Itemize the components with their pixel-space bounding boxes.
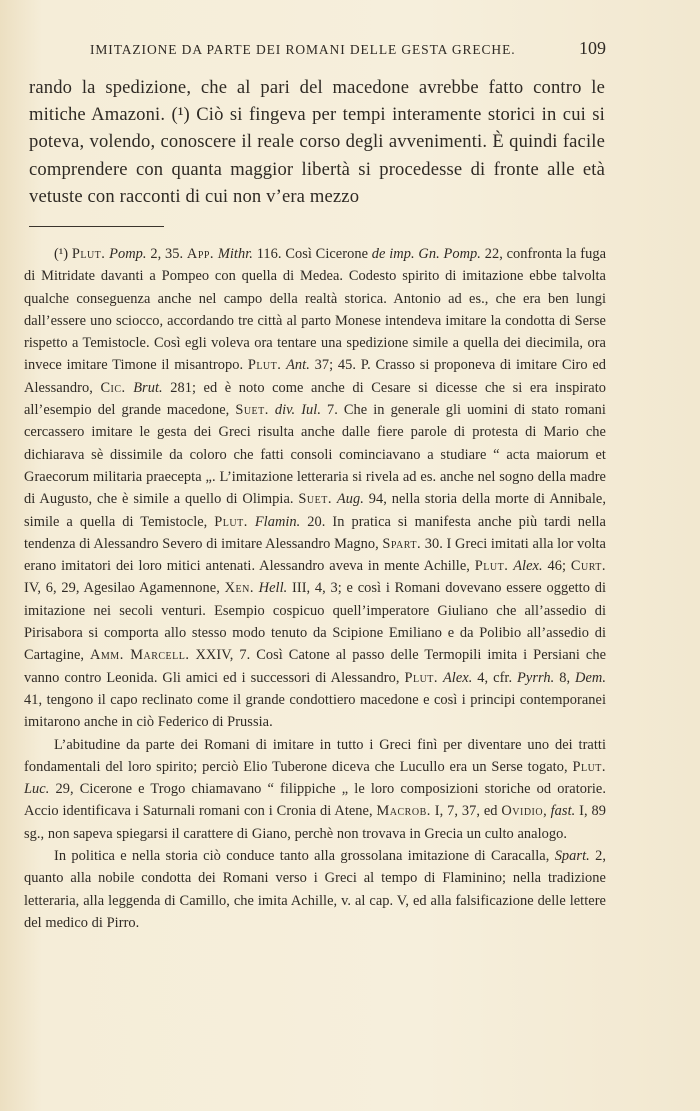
- work-title: fast.: [550, 803, 576, 820]
- page-header: [90, 38, 606, 59]
- author-abbrev: Xen.: [224, 580, 254, 597]
- text-segment: 29, Cicerone e Trogo chiamavano “ filippiche „ le loro composizioni storiche od oratorie. Accio identificava i Saturnali romani con i Cronia di Atene,: [24, 781, 606, 820]
- text-segment: 22, confronta la fuga di Mitridate davanti a Pompeo con quella di Medea. Codesto spirito di imitazione ebbe talvolta qualche conseguenza anche nel campo della realtà storica. Antonio ad es., che era ben lungi dall’essere uno sciocco, accordando tre città al parto Monese intendeva imitare la condotta di Serse rispetto a Temistocle. Così egli voleva ora tentare una spedizione simile a quella dei diecimila, ora invece imitare Timone il misantropo.: [24, 246, 607, 374]
- author-abbrev: Plut.: [474, 558, 509, 575]
- running-title: IMITAZIONE DA PARTE DEI ROMANI DELLE GESTA GRECHE.: [90, 42, 516, 57]
- work-title: Pomp.: [109, 246, 147, 262]
- author-abbrev: Curt.: [570, 558, 606, 575]
- work-title: div. Iul.: [274, 402, 321, 419]
- text-segment: 8,: [554, 669, 576, 686]
- author-abbrev: Plut.: [247, 357, 282, 374]
- author-abbrev: Spart.: [382, 535, 422, 552]
- work-title: Pyrrh.: [517, 669, 555, 686]
- work-title: Mithr.: [217, 246, 253, 262]
- footnote-separator: [29, 226, 164, 227]
- author-abbrev: Cic.: [100, 379, 126, 396]
- author-abbrev: Suet.: [235, 402, 269, 419]
- footnote-paragraph: [24, 845, 606, 934]
- author-abbrev: Plut.: [71, 246, 106, 262]
- footnote-marker: (¹): [54, 246, 72, 262]
- main-text-part: Ciò si fingeva per tempi interamente storici in cui si poteva, volendo, conoscere il reale corso degli avvenimenti. È quindi facile comprendere con quanta maggior libertà si procedesse di fronte alle età vetuste con racconti di cui non v’era mezzo: [29, 104, 606, 207]
- work-title: Alex.: [442, 669, 473, 686]
- text-segment: XXIV, 7. Così Catone al passo delle Termopili imita i Persiani che vanno contro Leonida. Gli amici ed i successori di Alessandro,: [24, 647, 607, 686]
- page-number: 109: [579, 38, 606, 58]
- text-segment: L’abitudine da parte dei Romani di imitare in tutto i Greci finì per diventare uno dei tratti fondamentali del loro spirito; perciò Elio Tuberone diceva che Lucullo era un Serse togato,: [24, 736, 606, 775]
- work-title: Dem.: [575, 669, 607, 686]
- text-segment: 2, 35.: [146, 246, 187, 262]
- text-segment: 41, tengono il capo reclinato come il grande condottiero macedone e così i principi contemporanei imitarono anche in ciò Federico di Prussia.: [24, 691, 606, 731]
- text-segment: 94, nella storia della morte di Annibale, simile a quella di Temistocle,: [24, 491, 606, 530]
- text-segment: I, 89 sg., non sapeva spiegarsi il carattere di Giano, perchè non trovava in Grecia un culto analogo.: [24, 803, 606, 842]
- work-title: Luc.: [24, 781, 50, 798]
- text-segment: 30. I Greci imitati alla lor volta erano imitatori dei loro mitici antenati. Alessandro aveva in mente Achille,: [24, 535, 606, 575]
- text-segment: III, 4, 3; e così i Romani dovevano essere oggetto di imitazione nei secoli venturi. Esempio cospicuo quell’imperatore Giuliano che all’assedio di Pirisabora si comporta allo stesso modo tenuto da Scipione Emiliano e da Polibio all’assedio di Cartagine,: [24, 580, 606, 664]
- text-segment: 4, cfr.: [472, 669, 518, 686]
- text-segment: [248, 514, 255, 530]
- text-segment: 116. Così Cicerone: [252, 246, 372, 262]
- text-segment: In politica e nella storia ciò conduce tanto alla grossolana imitazione di Caracalla,: [54, 848, 555, 865]
- text-segment: I, 7, 37, ed: [430, 803, 502, 820]
- author-abbrev: Suet.: [298, 491, 332, 508]
- footnote-paragraph: [24, 243, 606, 734]
- footnote-reference: (¹): [171, 104, 190, 126]
- main-text-part: rando la spedizione, che al pari del macedone avrebbe fatto contro le mitiche Amazoni.: [29, 77, 605, 126]
- author-abbrev: Macrob.: [376, 803, 431, 820]
- text-segment: 2, quanto alla nobile condotta dei Romani verso i Greci al tempo di Flaminino; nella tradizione letteraria, alla leggenda di Camillo, che imita Achille, v. al cap. V, ed alla falsificazione delle lettere del medico di Pirro.: [24, 848, 606, 931]
- author-abbrev: Plut.: [214, 513, 248, 530]
- author-abbrev: Plut.: [404, 669, 439, 686]
- author-abbrev: Ovidio: [501, 803, 544, 820]
- text-segment: 46;: [542, 558, 571, 575]
- text-segment: 281; ed è noto come anche di Cesare si dicesse che si era inspirato all’esempio del grande macedone,: [24, 379, 606, 419]
- work-title: Flamin.: [254, 513, 301, 530]
- author-abbrev: App.: [186, 246, 215, 262]
- text-segment: 20. In pratica si manifesta anche più tardi nella tendenza di Alessandro Severo di imitare Alessandro Magno,: [24, 513, 606, 552]
- author-abbrev: Amm. Marcell.: [90, 647, 190, 664]
- text-segment: IV, 6, 29, Agesilao Agamennone,: [24, 580, 225, 597]
- footnote-paragraph: [24, 734, 606, 845]
- work-title: Alex.: [513, 558, 543, 575]
- author-abbrev: Plut.: [572, 758, 606, 775]
- work-title: de imp. Gn. Pomp.: [371, 246, 481, 262]
- main-paragraph: [29, 74, 605, 210]
- work-title: Spart.: [554, 848, 590, 865]
- text-segment: 7. Che in generale gli uomini di stato romani cercassero imitare le gesta dei Greci risulta anche dalle fiere parole di protesta di Mario che dichiarava sè dissimile da coloro che fatti consoli cominciavano a studiare “ acta maiorum et Graecorum militaria praecepta „. L’imitazione letteraria si rivela ad es. anche nel sogno della madre di Augusto, che è simile a quello di Olimpia.: [24, 402, 606, 508]
- work-title: Ant.: [286, 357, 310, 374]
- text-segment: ,: [543, 803, 551, 820]
- work-title: Brut.: [133, 379, 163, 396]
- text-segment: 37; 45. P. Crasso si proponeva di imitare Ciro ed Alessandro,: [24, 357, 607, 396]
- work-title: Hell.: [258, 580, 288, 597]
- work-title: Aug.: [336, 491, 364, 508]
- footnote-block: [24, 243, 606, 934]
